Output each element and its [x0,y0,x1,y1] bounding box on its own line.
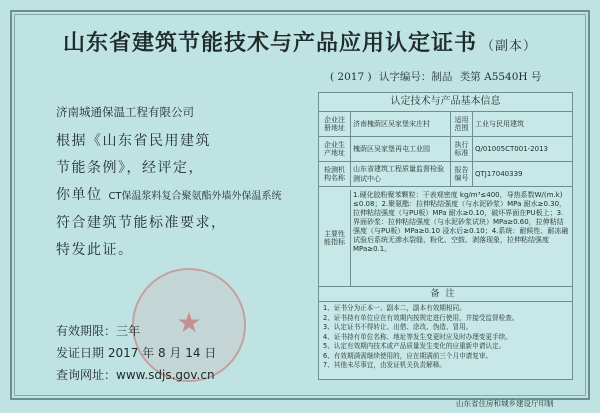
query-url: 查询网址：www.sdjs.gov.cn [56,368,215,382]
note-item: 2、证书持有单位应在有效期内按规定进行使用，并接受监督检查。 [323,313,519,322]
title-text: 山东省建筑节能技术与产品应用认定证书 [62,30,477,56]
info-row-production-address [319,137,572,162]
seal-star-icon: ★ [176,306,202,339]
note-item: 1、证书分为正本一、副本二，副本有效期相同。 [323,304,466,312]
note-item: 3、认定证书不得转让、出借、涂改、伪造、冒用。 [323,323,473,331]
cert-year: ( 2017 ) [330,71,372,83]
certificate-body [56,104,316,264]
note-item: 4、证书持有单位名称、地址等发生变更时应及时办理变更手续。 [323,332,512,341]
note-item: 6、有效期满需继续使用的，应在期满前三个月申请复审。 [323,351,493,360]
body-line-5: 特发此证。 [56,242,134,258]
validity-period: 有效期限：三年 [56,324,141,338]
info-label: 执行标准 [451,137,473,161]
info-value: 工业与民用建筑 [475,120,524,128]
info-value: 山东省建筑工程质量监督检验测试中心 [351,162,451,186]
cert-label: 认字编号：制品 [378,71,453,83]
info-label: 检测机构名称 [319,162,351,186]
body-line-3-prefix: 你单位 [56,187,103,203]
product-name: CT保温浆料复合聚氨酯外墙外保温系统 [108,191,282,202]
info-value: QTJ17040339 [475,170,523,178]
info-row-performance [319,187,572,287]
info-label: 企业注册地址 [319,112,351,136]
notes-list [319,302,572,373]
info-row-registered-address [319,112,572,137]
info-label: 企业生产地址 [319,137,351,161]
info-value: 济南槐荫区吴家堡宋庄村 [351,112,451,136]
info-row-testing-agency [319,162,572,187]
body-line-4: 符合建筑节能标准要求， [56,215,227,231]
info-label: 适用范围 [451,112,473,136]
info-value: Q/01005CT001-2013 [475,145,549,153]
body-line-2: 节能条例》，经评定， [56,160,204,176]
company-name: 济南城通保温工程有限公司 [56,105,194,119]
body-line-1: 根据《山东省民用建筑 [56,133,211,149]
certificate-meta [56,320,216,386]
note-item: 7、其他未尽事宜，由发证机关负责解释。 [323,361,446,369]
cert-category: 类第 A5540H 号 [459,71,542,83]
issue-date: 发证日期 2017 年 8 月 14 日 [56,346,217,360]
info-label: 报告编号 [451,162,473,186]
body-line-3 [56,182,316,210]
issuer-footer: 山东省住房和城乡建设厅印制 [456,399,554,408]
certificate-number [330,69,545,84]
notes-title: 备注 [319,287,572,302]
title-subtitle: （副本） [481,39,538,54]
info-table [318,92,573,380]
certificate-title [0,26,600,57]
note-item: 5、认定有效期内技术或产品质量发生变化的应重新申请认定。 [323,342,506,350]
perf-label: 主要性能指标 [319,190,351,286]
perf-value: 1.硬化胶粉聚苯颗粒：干表观密度 kg/m³≤400，导热系数W/(m.k) ≤0.08；2.聚氨酯：拉伸粘结强度（与水泥砂浆）MPa 耐水≥0.30，拉伸粘结强度（与PU板）MPa 耐水≥0.10，破坏界面在PU板上；3.界面砂浆：拉伸粘结强度（与水泥砂浆试块）MPa≥0.60，拉伸粘结强度（与PU板）MPa≥0.10 浸水后≥0.10；4.系统：耐候性、耐冻融试验后系统无渗水裂缝、粉化、空鼓、剥落现象，拉伸粘结强度MPa≥0.1。 [353,191,569,253]
info-value: 槐荫区吴家堡再屯工业园 [351,137,451,161]
info-table-title: 认定技术与产品基本信息 [319,93,572,112]
